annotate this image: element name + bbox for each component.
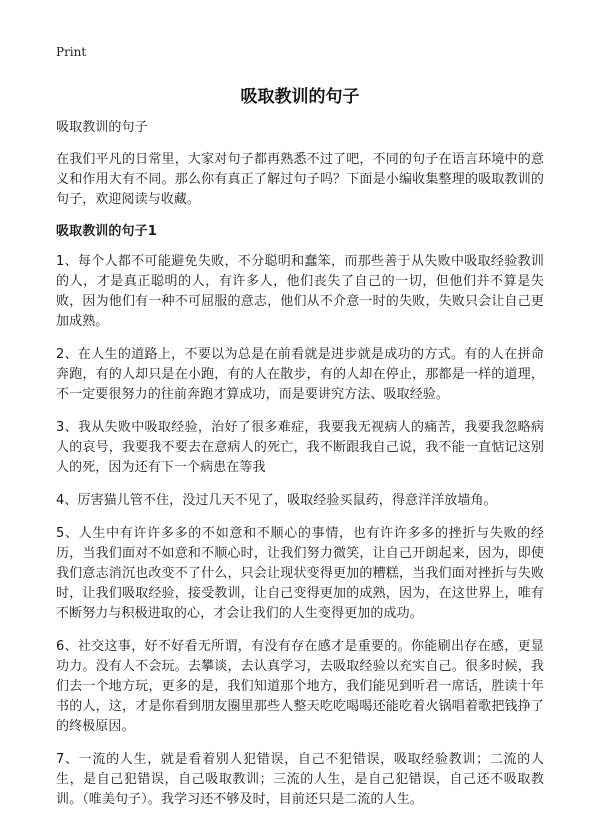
article-subtitle: 吸取教训的句子 bbox=[56, 120, 148, 135]
paragraph: 1、每个人都不可能避免失败，不分聪明和蠢笨，而那些善于从失败中吸取经验教训的人，才是真正聪明的人，有许多人，他们丧失了自己的一切，但他们并不算是失败，因为他们有一种不可屈服的意志，他们从不介意一时的失败，失败只会让自己更加成熟。 bbox=[56, 254, 544, 329]
paragraph: 3、我从失败中吸取经验，治好了很多难症，我要我无视病人的痛苦，我要我忽略病人的哀号，我要我不要去在意病人的死亡，我不断跟我自己说，我不能一直惦记这别人的死，因为还有下一个病患在等我 bbox=[56, 420, 544, 475]
section-heading: 吸取教训的句子1 bbox=[56, 224, 157, 239]
paragraph: 6、社交这事，好不好看无所谓，有没有存在感才是重要的。你能刷出存在感，更显功力。没有人不会玩。去攀谈，去认真学习，去吸取经验以充实自己。很多时候，我们去一个地方玩，更多的是，我们知道那个地方，我们能见到听君一席话，胜读十年书的人，这，才是你看到朋友圈里那些人整天吃吃喝喝还能吃着火锅唱着歌把钱挣了的终极原因。 bbox=[56, 639, 544, 734]
paragraph: 7、一流的人生，就是看着别人犯错误，自己不犯错误，吸取经验教训；二流的人生，是自己犯错误，自己吸取教训；三流的人生，是自己犯错误，自己还不吸取教训。（唯美句子）。我学习还不够及时，目前还只是二流的人生。 bbox=[56, 752, 544, 807]
article-title: 吸取教训的句子 bbox=[240, 87, 360, 107]
print-link[interactable]: Print bbox=[56, 45, 87, 59]
paragraph: 2、在人生的道路上，不要以为总是在前看就是进步就是成功的方式。有的人在拼命奔跑，有的人却只是在小跑，有的人在散步，有的人却在停止，那都是一样的道理，不一定要很努力的往前奔跑才算成功，而是要讲究方法、吸取经验。 bbox=[56, 347, 544, 402]
paragraph: 4、厉害猫儿管不住，没过几天不见了，吸取经验买鼠药，得意洋洋放墙角。 bbox=[56, 493, 497, 508]
article-intro: 在我们平凡的日常里，大家对句子都再熟悉不过了吧，不同的句子在语言环境中的意义和作用大有不同。那么你有真正了解过句子吗？下面是小编收集整理的吸取教训的句子，欢迎阅读与收藏。 bbox=[56, 152, 544, 207]
article-body bbox=[56, 118, 544, 823]
paragraph: 5、人生中有许许多多的不如意和不顺心的事情，也有许许多多的挫折与失败的经历，当我们面对不如意和不顺心时，让我们努力微笑，让自己开朗起来，因为，即使我们意志消沉也改变不了什么，只会让现状变得更加的糟糕，当我们面对挫折与失败时，让我们吸取经验，接受教训，让自己变得更加的成熟，因为，在这世界上，唯有不断努力与积极进取的心，才会让我们的人生变得更加的成功。 bbox=[56, 526, 544, 621]
